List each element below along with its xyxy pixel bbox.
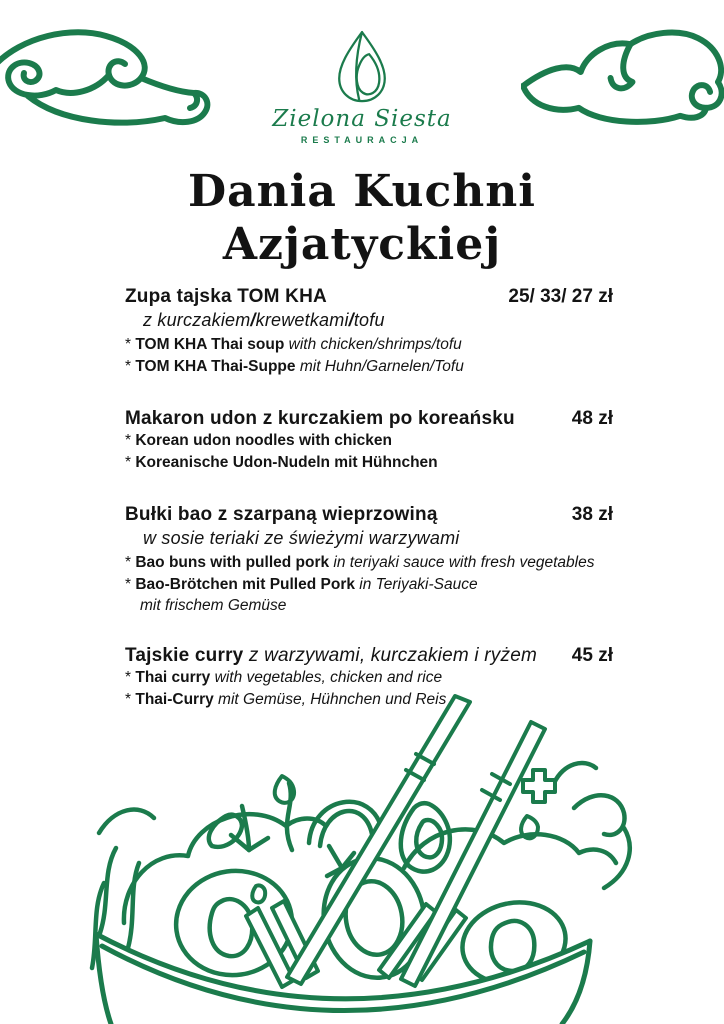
bullet: * xyxy=(125,691,132,708)
item-desc-de: * Bao-Brötchen mit Pulled Pork in Teriyaki-Sauce xyxy=(125,576,478,593)
item-price: 48 zł xyxy=(571,408,613,429)
item-desc-de: * Thai-Curry mit Gemüse, Hühnchen und Reis xyxy=(125,691,447,708)
logo-tagline: RESTAURACJA xyxy=(300,135,424,145)
item-subtitle: z kurczakiem/krewetkami/tofu xyxy=(143,310,385,330)
item-desc-en: * Bao buns with pulled pork in teriyaki sauce with fresh vegetables xyxy=(125,554,595,571)
bullet: * xyxy=(125,454,132,471)
item-price: 45 zł xyxy=(571,645,613,666)
bullet: * xyxy=(125,336,132,353)
item-price: 25/ 33/ 27 zł xyxy=(508,286,613,307)
sparkle-plus-icon xyxy=(523,770,555,802)
bullet: * xyxy=(125,554,132,571)
page-title-line1: Dania Kuchni xyxy=(188,166,536,217)
item-name: Zupa tajska TOM KHA xyxy=(125,286,327,307)
item-name: Bułki bao z szarpaną wieprzowiną xyxy=(125,504,438,525)
menu-item-udon xyxy=(125,408,613,474)
item-desc-de-line2: mit frischem Gemüse xyxy=(140,597,287,614)
menu-list xyxy=(125,286,613,741)
bullet: * xyxy=(125,358,132,375)
item-name: Tajskie curry z warzywami, kurczakiem i ryżem xyxy=(125,645,537,666)
item-desc-de: * TOM KHA Thai-Suppe mit Huhn/Garnelen/Tofu xyxy=(125,358,464,375)
page-title-line2: Azjatyckiej xyxy=(222,218,502,270)
bullet: * xyxy=(125,669,132,686)
logo-leaf-icon xyxy=(327,30,397,104)
bullet: * xyxy=(125,432,132,449)
logo-name: Zielona Siesta xyxy=(272,106,452,132)
item-desc-en: * TOM KHA Thai soup with chicken/shrimps/tofu xyxy=(125,336,462,353)
item-price: 38 zł xyxy=(571,504,613,525)
restaurant-logo xyxy=(0,30,724,145)
item-desc-de: * Koreanische Udon-Nudeln mit Hühnchen xyxy=(125,454,438,471)
page-title xyxy=(0,166,724,272)
menu-item-bao xyxy=(125,504,613,615)
item-name: Makaron udon z kurczakiem po koreańsku xyxy=(125,408,515,429)
item-desc-en: * Korean udon noodles with chicken xyxy=(125,432,392,449)
bullet: * xyxy=(125,576,132,593)
item-desc-en: * Thai curry with vegetables, chicken and rice xyxy=(125,669,443,686)
item-subtitle: w sosie teriaki ze świeżymi warzywami xyxy=(143,528,460,548)
menu-item-tom-kha xyxy=(125,286,613,378)
noodle-bowl-illustration xyxy=(84,688,640,1024)
